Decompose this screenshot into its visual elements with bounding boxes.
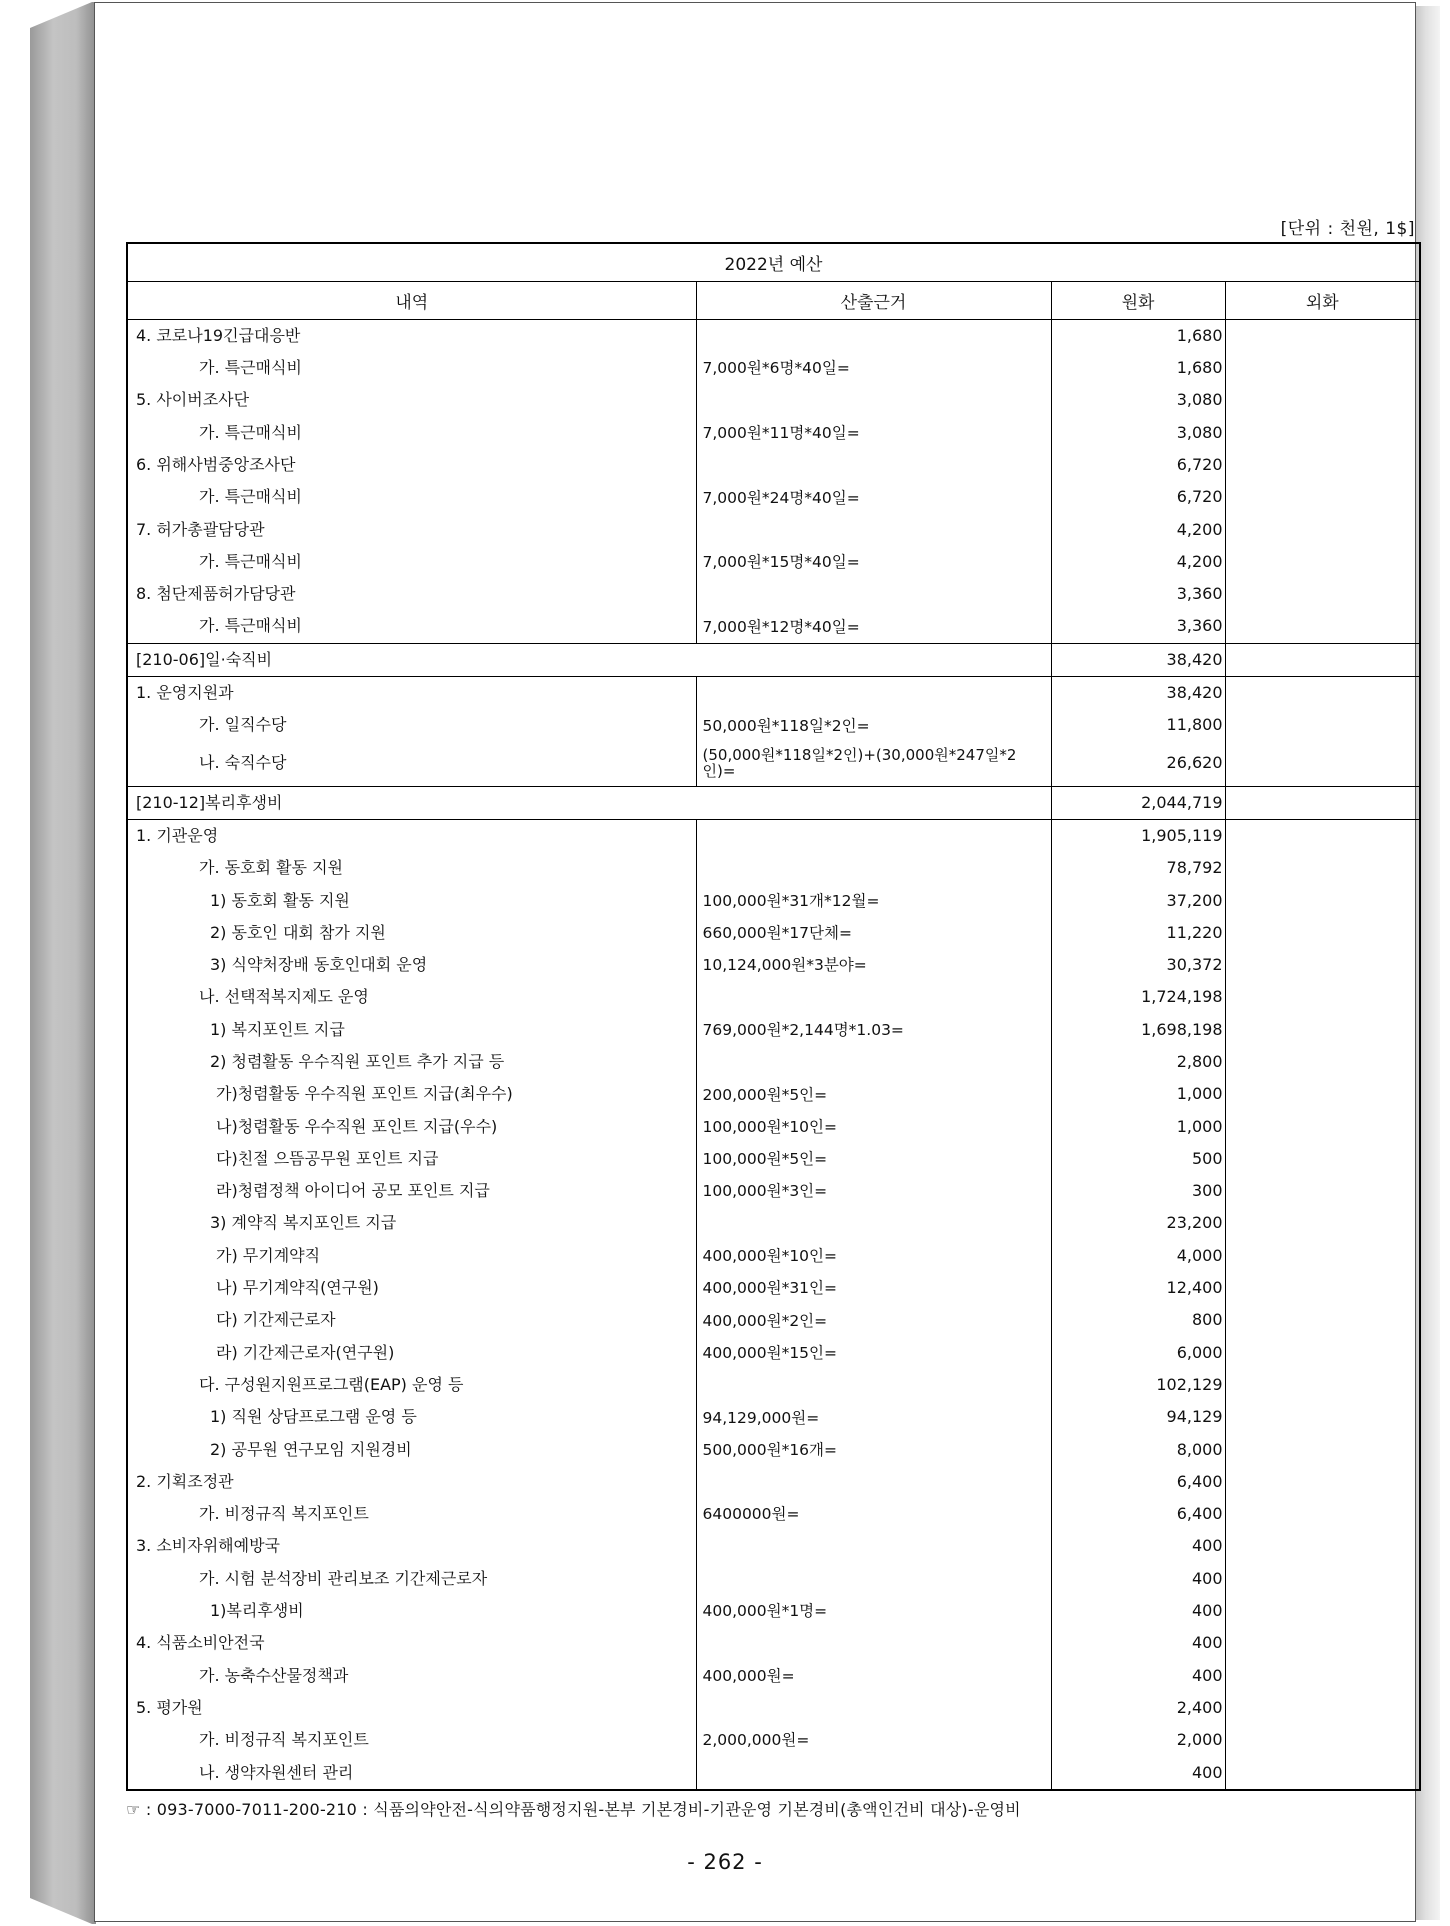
book-spine-edge — [30, 2, 96, 1924]
row-description: 라) 기간제근로자(연구원) — [127, 1337, 696, 1369]
row-fx-amount — [1225, 514, 1420, 546]
row-fx-amount — [1225, 611, 1420, 644]
row-basis — [696, 1046, 1051, 1078]
row-description: 가)청렴활동 우수직원 포인트 지급(최우수) — [127, 1079, 696, 1111]
row-fx-amount — [1225, 786, 1420, 819]
row-fx-amount — [1225, 1272, 1420, 1304]
row-krw-amount: 102,129 — [1051, 1369, 1225, 1401]
row-description: 나. 선택적복지제도 운영 — [127, 982, 696, 1014]
row-krw-amount: 1,724,198 — [1051, 982, 1225, 1014]
row-basis: 400,000원*31인= — [696, 1272, 1051, 1304]
table-row — [127, 1660, 1420, 1692]
row-krw-amount: 94,129 — [1051, 1402, 1225, 1434]
row-fx-amount — [1225, 1014, 1420, 1046]
table-row — [127, 1563, 1420, 1595]
row-krw-amount: 1,000 — [1051, 1111, 1225, 1143]
row-basis: 769,000원*2,144명*1.03= — [696, 1014, 1051, 1046]
row-fx-amount — [1225, 643, 1420, 676]
row-fx-amount — [1225, 1692, 1420, 1724]
table-row — [127, 677, 1420, 710]
table-row — [127, 352, 1420, 384]
table-row — [127, 1595, 1420, 1627]
row-basis — [696, 1369, 1051, 1401]
row-fx-amount — [1225, 578, 1420, 610]
table-row — [127, 1692, 1420, 1724]
row-krw-amount: 1,905,119 — [1051, 820, 1225, 853]
row-basis: 400,000원*15인= — [696, 1337, 1051, 1369]
row-basis — [696, 852, 1051, 884]
row-krw-amount: 400 — [1051, 1628, 1225, 1660]
row-basis: 400,000원*1명= — [696, 1595, 1051, 1627]
row-basis: 7,000원*15명*40일= — [696, 546, 1051, 578]
row-description: 5. 사이버조사단 — [127, 385, 696, 417]
row-fx-amount — [1225, 982, 1420, 1014]
row-basis — [696, 449, 1051, 481]
row-description: 나. 숙직수당 — [127, 742, 696, 787]
table-row — [127, 1369, 1420, 1401]
row-krw-amount: 30,372 — [1051, 949, 1225, 981]
row-fx-amount — [1225, 1111, 1420, 1143]
table-row — [127, 710, 1420, 742]
row-description: 라)청렴정책 아이디어 공모 포인트 지급 — [127, 1175, 696, 1207]
row-description: 가) 무기계약직 — [127, 1240, 696, 1272]
row-description: 1) 동호회 활동 지원 — [127, 885, 696, 917]
row-description: 가. 특근매식비 — [127, 417, 696, 449]
row-fx-amount — [1225, 949, 1420, 981]
row-description: 가. 비정규직 복지포인트 — [127, 1498, 696, 1530]
row-description: 3) 계약직 복지포인트 지급 — [127, 1208, 696, 1240]
row-krw-amount: 3,080 — [1051, 417, 1225, 449]
row-basis — [696, 1692, 1051, 1724]
row-description: 가. 특근매식비 — [127, 481, 696, 513]
table-row — [127, 1531, 1420, 1563]
row-basis: 7,000원*12명*40일= — [696, 611, 1051, 644]
row-description: 4. 식품소비안전국 — [127, 1628, 696, 1660]
row-fx-amount — [1225, 677, 1420, 710]
row-description: 6. 위해사범중앙조사단 — [127, 449, 696, 481]
row-basis — [696, 1757, 1051, 1790]
column-header-fx: 외화 — [1225, 282, 1420, 320]
row-krw-amount: 1,680 — [1051, 320, 1225, 353]
row-krw-amount: 400 — [1051, 1531, 1225, 1563]
row-krw-amount: 4,200 — [1051, 546, 1225, 578]
row-basis: 400,000원*2인= — [696, 1305, 1051, 1337]
row-krw-amount: 500 — [1051, 1143, 1225, 1175]
row-description: 2) 청렴활동 우수직원 포인트 추가 지급 등 — [127, 1046, 696, 1078]
row-description: 가. 비정규직 복지포인트 — [127, 1724, 696, 1756]
row-fx-amount — [1225, 742, 1420, 787]
row-fx-amount — [1225, 1498, 1420, 1530]
row-fx-amount — [1225, 417, 1420, 449]
row-description: 2) 공무원 연구모임 지원경비 — [127, 1434, 696, 1466]
row-krw-amount: 2,400 — [1051, 1692, 1225, 1724]
table-row — [127, 786, 1420, 819]
row-fx-amount — [1225, 917, 1420, 949]
table-row — [127, 1079, 1420, 1111]
table-row — [127, 1111, 1420, 1143]
table-row — [127, 982, 1420, 1014]
row-basis: (50,000원*118일*2인)+(30,000원*247일*2인)= — [696, 742, 1051, 787]
row-fx-amount — [1225, 1079, 1420, 1111]
row-krw-amount: 6,720 — [1051, 481, 1225, 513]
row-description: 7. 허가총괄담당관 — [127, 514, 696, 546]
row-basis — [696, 820, 1051, 853]
table-row — [127, 1337, 1420, 1369]
column-header-krw: 원화 — [1051, 282, 1225, 320]
page-number: - 262 - — [687, 1850, 763, 1874]
row-fx-amount — [1225, 546, 1420, 578]
table-row — [127, 1208, 1420, 1240]
row-description: 가. 특근매식비 — [127, 546, 696, 578]
row-basis — [696, 1466, 1051, 1498]
row-krw-amount: 1,680 — [1051, 352, 1225, 384]
row-description: 1) 직원 상담프로그램 운영 등 — [127, 1402, 696, 1434]
row-fx-amount — [1225, 885, 1420, 917]
row-description: [210-06]일·숙직비 — [127, 643, 1051, 676]
row-krw-amount: 23,200 — [1051, 1208, 1225, 1240]
row-krw-amount: 37,200 — [1051, 885, 1225, 917]
row-description: 4. 코로나19긴급대응반 — [127, 320, 696, 353]
row-fx-amount — [1225, 1531, 1420, 1563]
row-description: 다. 구성원지원프로그램(EAP) 운영 등 — [127, 1369, 696, 1401]
row-description: 가. 일직수당 — [127, 710, 696, 742]
table-row — [127, 852, 1420, 884]
row-krw-amount: 800 — [1051, 1305, 1225, 1337]
row-krw-amount: 6,400 — [1051, 1466, 1225, 1498]
table-row — [127, 1628, 1420, 1660]
row-basis — [696, 320, 1051, 353]
row-description: 2) 동호인 대회 참가 지원 — [127, 917, 696, 949]
row-description: 가. 동호회 활동 지원 — [127, 852, 696, 884]
row-fx-amount — [1225, 1563, 1420, 1595]
table-row — [127, 320, 1420, 353]
row-basis: 400,000원= — [696, 1660, 1051, 1692]
column-header-description: 내역 — [127, 282, 696, 320]
row-krw-amount: 6,400 — [1051, 1498, 1225, 1530]
year-header: 2022년 예산 — [127, 243, 1420, 282]
row-fx-amount — [1225, 1402, 1420, 1434]
table-row — [127, 742, 1420, 787]
table-row — [127, 1724, 1420, 1756]
row-description: 5. 평가원 — [127, 1692, 696, 1724]
table-row — [127, 514, 1420, 546]
row-description: 2. 기획조정관 — [127, 1466, 696, 1498]
row-basis: 10,124,000원*3분야= — [696, 949, 1051, 981]
row-basis — [696, 1563, 1051, 1595]
row-fx-amount — [1225, 1434, 1420, 1466]
row-basis: 100,000원*31개*12월= — [696, 885, 1051, 917]
row-krw-amount: 4,200 — [1051, 514, 1225, 546]
row-fx-amount — [1225, 481, 1420, 513]
row-krw-amount: 1,000 — [1051, 1079, 1225, 1111]
row-basis: 94,129,000원= — [696, 1402, 1051, 1434]
row-krw-amount: 6,720 — [1051, 449, 1225, 481]
row-basis — [696, 982, 1051, 1014]
row-fx-amount — [1225, 1724, 1420, 1756]
row-basis: 200,000원*5인= — [696, 1079, 1051, 1111]
row-description: 3) 식약처장배 동호인대회 운영 — [127, 949, 696, 981]
row-krw-amount: 12,400 — [1051, 1272, 1225, 1304]
row-fx-amount — [1225, 1466, 1420, 1498]
table-row — [127, 1272, 1420, 1304]
row-basis: 660,000원*17단체= — [696, 917, 1051, 949]
table-row — [127, 820, 1420, 853]
row-fx-amount — [1225, 1046, 1420, 1078]
unit-label: [단위 : 천원, 1$] — [1280, 219, 1415, 239]
table-row — [127, 643, 1420, 676]
table-row — [127, 917, 1420, 949]
row-fx-amount — [1225, 1175, 1420, 1207]
row-description: 가. 농축수산물정책과 — [127, 1660, 696, 1692]
row-fx-amount — [1225, 1369, 1420, 1401]
row-description: 1. 운영지원과 — [127, 677, 696, 710]
row-krw-amount: 1,698,198 — [1051, 1014, 1225, 1046]
table-row — [127, 449, 1420, 481]
row-description: 1. 기관운영 — [127, 820, 696, 853]
budget-table — [126, 242, 1421, 1791]
row-krw-amount: 3,360 — [1051, 611, 1225, 644]
table-row — [127, 546, 1420, 578]
row-fx-amount — [1225, 1595, 1420, 1627]
row-description: 가. 특근매식비 — [127, 611, 696, 644]
row-description: 나)청렴활동 우수직원 포인트 지급(우수) — [127, 1111, 696, 1143]
table-row — [127, 481, 1420, 513]
row-basis: 500,000원*16개= — [696, 1434, 1051, 1466]
row-fx-amount — [1225, 320, 1420, 353]
row-description: 8. 첨단제품허가담당관 — [127, 578, 696, 610]
row-description: 1)복리후생비 — [127, 1595, 696, 1627]
row-basis: 7,000원*11명*40일= — [696, 417, 1051, 449]
table-row — [127, 1434, 1420, 1466]
table-row — [127, 578, 1420, 610]
account-code-footnote: ☞ : 093-7000-7011-200-210 : 식품의약안전-식의약품행정지원-본부 기본경비-기관운영 기본경비(총액인건비 대상)-운영비 — [126, 1800, 1021, 1819]
row-basis — [696, 1628, 1051, 1660]
row-fx-amount — [1225, 852, 1420, 884]
column-header-basis: 산출근거 — [696, 282, 1051, 320]
row-krw-amount: 78,792 — [1051, 852, 1225, 884]
row-krw-amount: 26,620 — [1051, 742, 1225, 787]
row-description: 나) 무기계약직(연구원) — [127, 1272, 696, 1304]
row-krw-amount: 2,000 — [1051, 1724, 1225, 1756]
table-row — [127, 1305, 1420, 1337]
row-fx-amount — [1225, 820, 1420, 853]
row-basis — [696, 514, 1051, 546]
row-krw-amount: 38,420 — [1051, 643, 1225, 676]
table-row — [127, 949, 1420, 981]
row-krw-amount: 8,000 — [1051, 1434, 1225, 1466]
row-description: 가. 시험 분석장비 관리보조 기간제근로자 — [127, 1563, 696, 1595]
row-krw-amount: 400 — [1051, 1563, 1225, 1595]
row-description: [210-12]복리후생비 — [127, 786, 1051, 819]
row-description: 다) 기간제근로자 — [127, 1305, 696, 1337]
row-fx-amount — [1225, 1660, 1420, 1692]
row-krw-amount: 38,420 — [1051, 677, 1225, 710]
row-krw-amount: 4,000 — [1051, 1240, 1225, 1272]
table-row — [127, 385, 1420, 417]
row-basis — [696, 578, 1051, 610]
row-basis — [696, 677, 1051, 710]
table-row — [127, 885, 1420, 917]
row-krw-amount: 11,220 — [1051, 917, 1225, 949]
row-fx-amount — [1225, 1143, 1420, 1175]
table-row — [127, 1143, 1420, 1175]
row-krw-amount: 400 — [1051, 1757, 1225, 1790]
table-row — [127, 417, 1420, 449]
row-fx-amount — [1225, 449, 1420, 481]
row-krw-amount: 400 — [1051, 1660, 1225, 1692]
row-basis: 7,000원*24명*40일= — [696, 481, 1051, 513]
row-basis — [696, 1531, 1051, 1563]
row-basis: 100,000원*10인= — [696, 1111, 1051, 1143]
row-fx-amount — [1225, 1628, 1420, 1660]
budget-table-body — [127, 320, 1420, 1791]
row-basis: 100,000원*3인= — [696, 1175, 1051, 1207]
table-row — [127, 1240, 1420, 1272]
row-krw-amount: 300 — [1051, 1175, 1225, 1207]
row-basis: 2,000,000원= — [696, 1724, 1051, 1756]
row-fx-amount — [1225, 1337, 1420, 1369]
table-row — [127, 611, 1420, 644]
table-row — [127, 1466, 1420, 1498]
row-fx-amount — [1225, 352, 1420, 384]
table-row — [127, 1498, 1420, 1530]
row-krw-amount: 6,000 — [1051, 1337, 1225, 1369]
table-row — [127, 1757, 1420, 1790]
row-description: 가. 특근매식비 — [127, 352, 696, 384]
row-fx-amount — [1225, 1240, 1420, 1272]
table-row — [127, 1046, 1420, 1078]
row-krw-amount: 3,080 — [1051, 385, 1225, 417]
row-description: 1) 복지포인트 지급 — [127, 1014, 696, 1046]
row-fx-amount — [1225, 1757, 1420, 1790]
row-krw-amount: 11,800 — [1051, 710, 1225, 742]
row-fx-amount — [1225, 1305, 1420, 1337]
row-basis — [696, 1208, 1051, 1240]
row-basis: 7,000원*6명*40일= — [696, 352, 1051, 384]
table-row — [127, 1175, 1420, 1207]
row-krw-amount: 400 — [1051, 1595, 1225, 1627]
row-basis: 100,000원*5인= — [696, 1143, 1051, 1175]
row-fx-amount — [1225, 1208, 1420, 1240]
row-basis: 6400000원= — [696, 1498, 1051, 1530]
row-description: 3. 소비자위해예방국 — [127, 1531, 696, 1563]
row-krw-amount: 2,044,719 — [1051, 786, 1225, 819]
table-row — [127, 1014, 1420, 1046]
row-fx-amount — [1225, 385, 1420, 417]
row-description: 다)친절 으뜸공무원 포인트 지급 — [127, 1143, 696, 1175]
row-krw-amount: 2,800 — [1051, 1046, 1225, 1078]
row-krw-amount: 3,360 — [1051, 578, 1225, 610]
row-basis — [696, 385, 1051, 417]
table-row — [127, 1402, 1420, 1434]
row-description: 나. 생약자원센터 관리 — [127, 1757, 696, 1790]
row-basis: 50,000원*118일*2인= — [696, 710, 1051, 742]
row-fx-amount — [1225, 710, 1420, 742]
row-basis: 400,000원*10인= — [696, 1240, 1051, 1272]
